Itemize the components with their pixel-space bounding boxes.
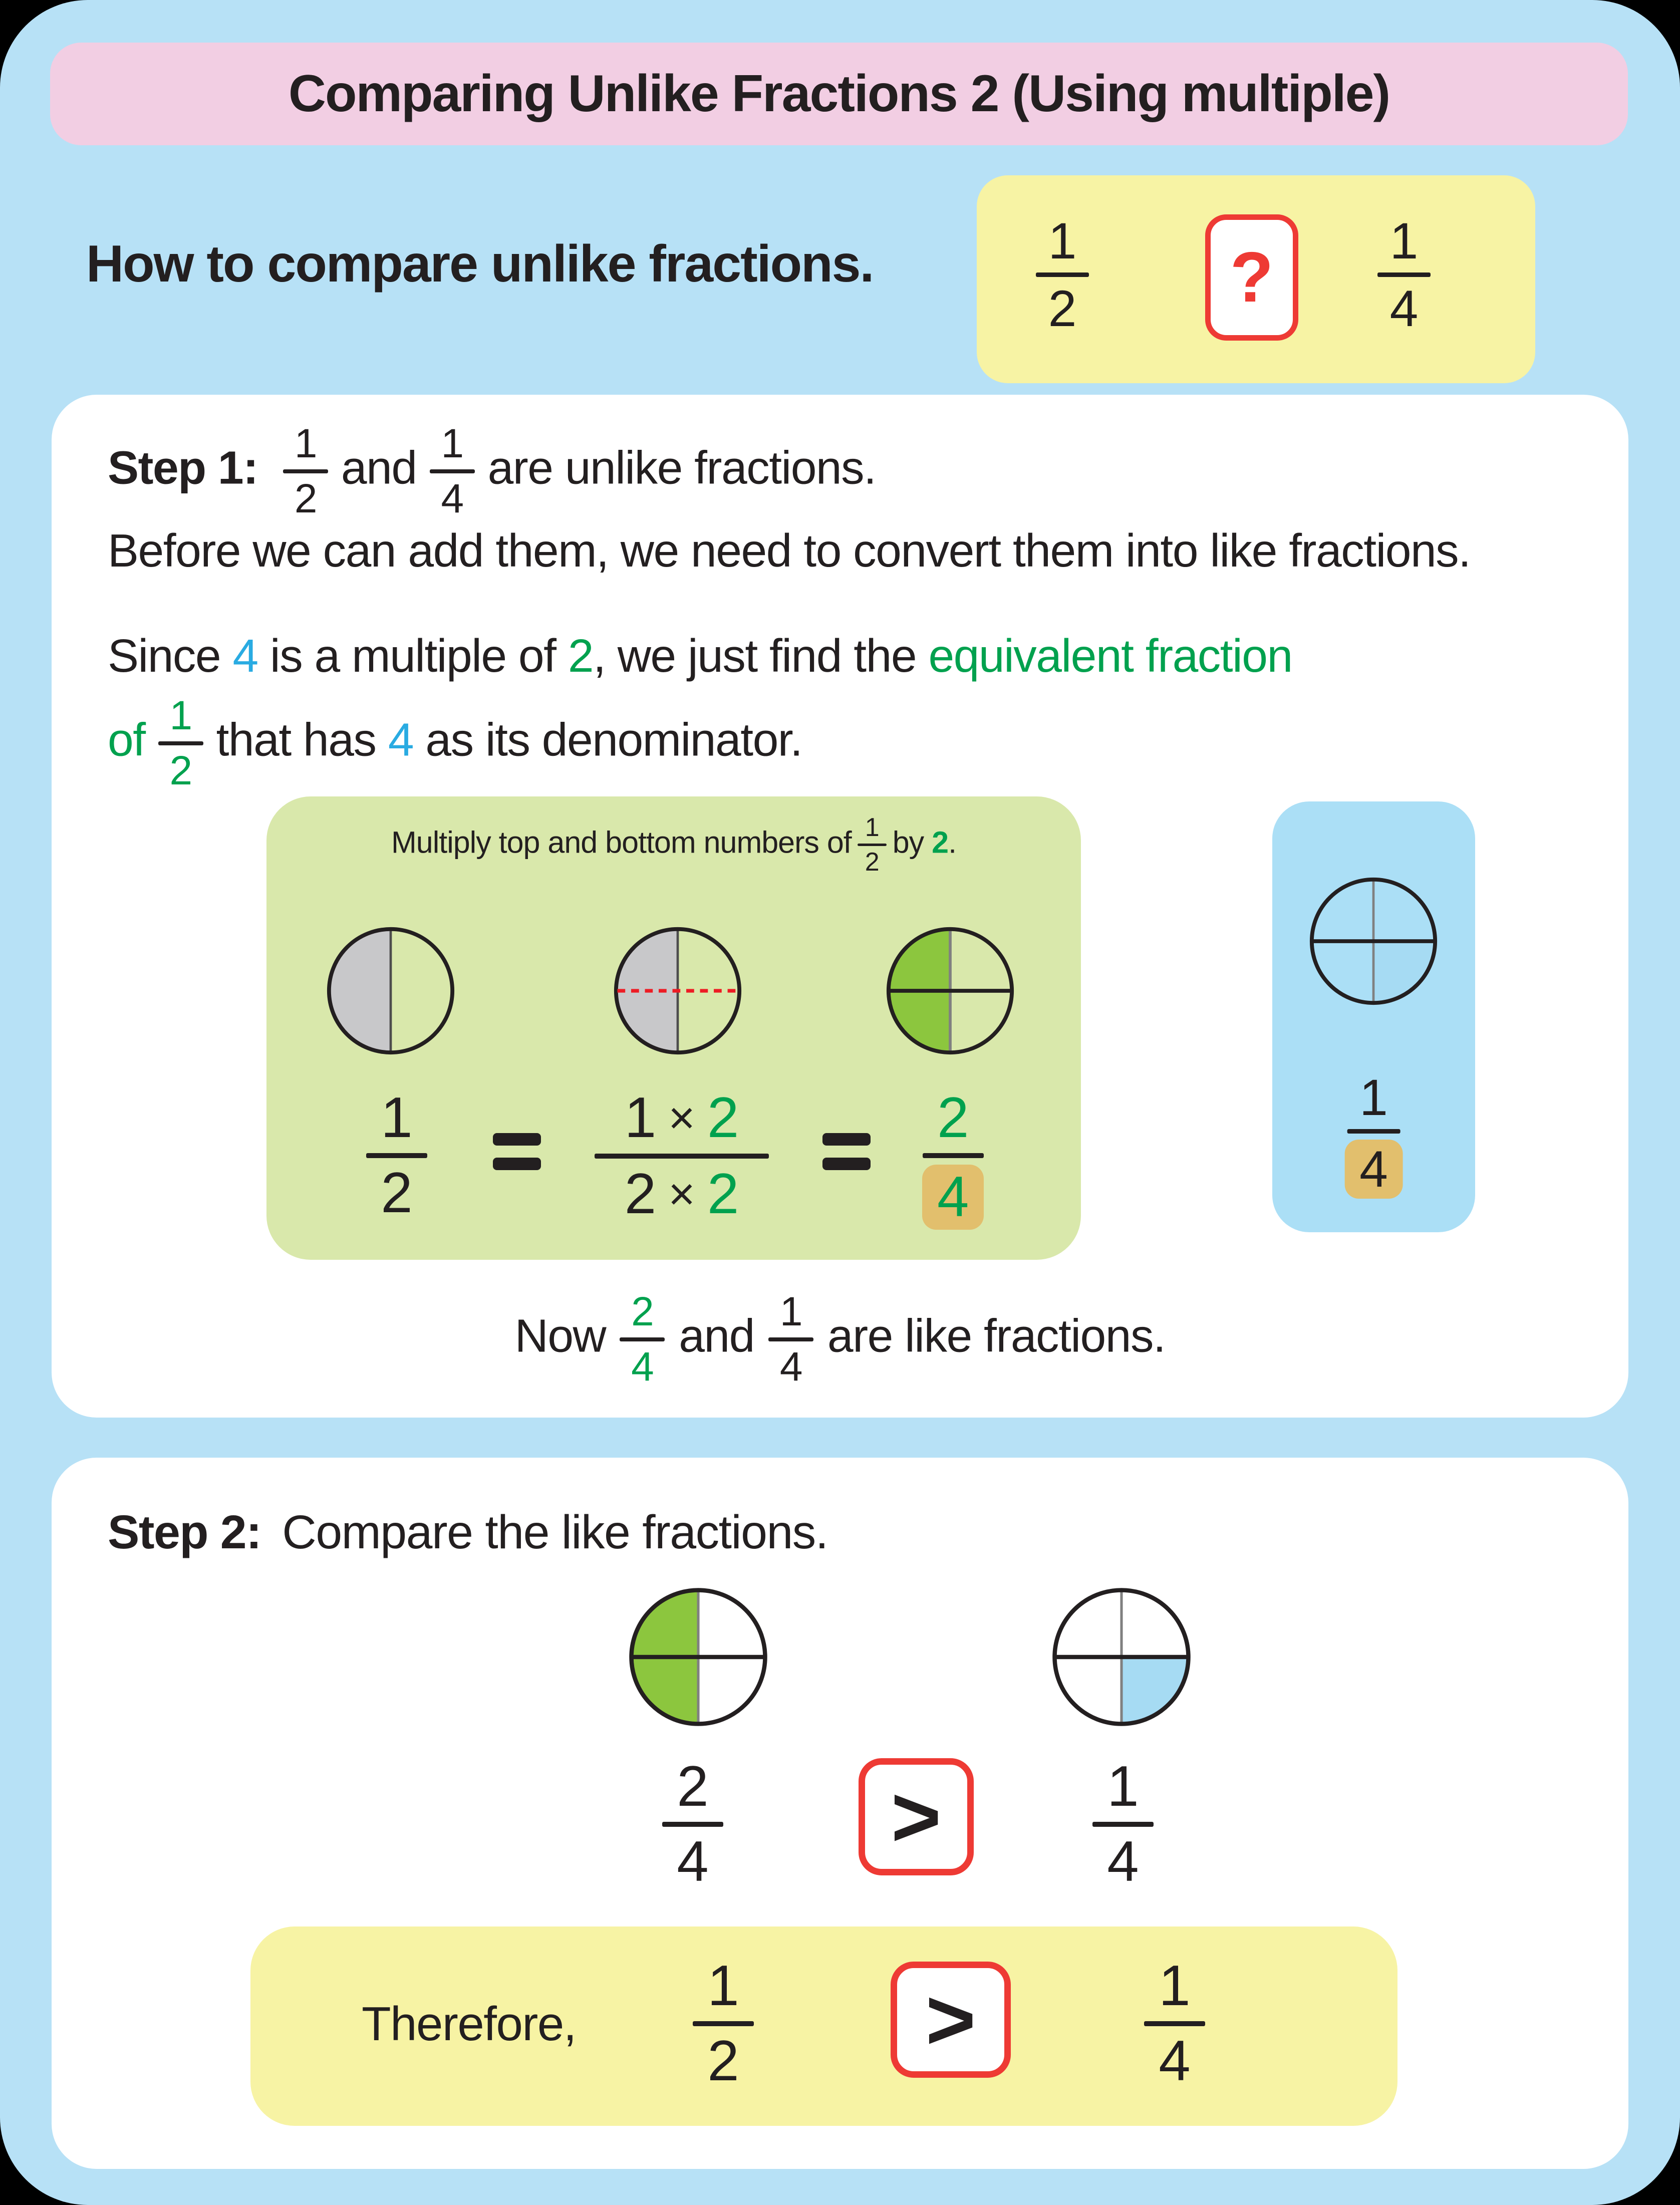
greater-than-sign: > [925,1972,976,2068]
conclusion-box [250,1926,1397,2126]
fraction-circle-two-fourths-green-icon [885,925,1016,1056]
text-segment: and [679,1309,754,1362]
conclusion-greater-than-box [891,1962,1011,2078]
numerator: 1 [865,813,879,842]
numerator: 1 [1359,1069,1388,1126]
of-word: of [108,713,145,766]
and-text: and [341,441,417,494]
numerator: 1 [441,421,463,466]
denominator: 2 [294,476,317,521]
line1-tail: are unlike fractions. [487,441,876,494]
fraction-bar [366,1153,427,1158]
fraction-bar [620,1337,665,1341]
compare-fraction-1-4 [1092,1755,1154,1893]
therefore-text: Therefore, [362,1997,576,2051]
numerator: 1 [1048,212,1077,269]
section-heading: How to compare unlike fractions. [86,235,874,293]
number-2-green: 2 [568,630,594,682]
denominator: 4 [779,1344,802,1390]
fraction-circle-one-half-gray-dashed-icon [612,925,743,1056]
factor-green: 2 [707,1162,739,1226]
fraction-bar [430,469,475,473]
text-segment: is a multiple of [257,630,568,682]
fraction-bar [768,1337,813,1341]
conclusion-fraction-1-4 [1144,1954,1205,2093]
denominator: 4 [677,1830,709,1893]
panel-fraction-1-4 [1344,1069,1403,1199]
fraction-one-fourth [1377,212,1431,337]
denominator: 4 [1359,1141,1388,1198]
step2-title-line [108,1505,828,1560]
denominator: 2 [381,1161,413,1225]
caption-fraction-one-half [858,814,887,875]
fraction-circle-one-half-gray-icon [325,925,456,1056]
fraction-circle-one-fourth-blue-icon [1308,876,1439,1007]
fraction-one-fourth [430,423,475,519]
page-title: Comparing Unlike Fractions 2 (Using multiple) [288,65,1390,123]
conclusion-fraction-1-2 [693,1954,754,2093]
fraction-one-half [1036,212,1089,337]
text-segment: Since [108,630,233,682]
numerator: 2 [631,1289,654,1334]
step1-line2: Before we can add them, we need to convert them into like fractions. [108,524,1471,577]
equation-fraction-1-2 [366,1086,427,1225]
text-segment: are like fractions. [827,1309,1166,1362]
intro-question-card [977,175,1535,383]
step2-title: Compare the like fractions. [282,1506,828,1559]
question-mark-box [1205,214,1298,341]
denominator: 4 [937,1165,969,1229]
denominator: 2 [865,848,879,877]
denominator: 4 [1107,1830,1139,1893]
fraction-bar [283,469,328,473]
fraction-one-half-green [158,695,203,791]
text-segment: that has [216,713,388,766]
fraction-bar [662,1822,723,1827]
factor: 1 [624,1086,657,1150]
fraction-one-half [283,423,328,519]
step1-label: Step 1: [108,441,258,494]
denominator: 2 [169,748,192,793]
tan-highlight [922,1165,984,1230]
equation-fraction-multiplied [595,1086,769,1226]
fraction-one-fourth [768,1291,813,1388]
numerator: 2 [677,1755,709,1818]
denominator: 2 [707,2029,739,2093]
fraction-bar [1036,272,1089,277]
number-4-blue: 4 [388,713,414,766]
fraction-bar [1347,1129,1400,1134]
numerator: 1 [779,1289,802,1334]
numerator: 1 [169,693,192,738]
now-line [52,1291,1628,1388]
multiply-panel [266,796,1081,1260]
fraction-circle-one-fourth-blue-icon [1050,1586,1193,1728]
text-segment: by [892,825,924,860]
fraction-bar [158,741,203,745]
numerator: 1 [294,421,317,466]
step2-card [52,1458,1628,2169]
numerator: 1 [1107,1755,1139,1818]
denominator: 4 [1389,280,1419,337]
multiplier-number: 2 [932,825,949,860]
text-segment: , we just find the [593,630,929,682]
factor: 2 [624,1162,657,1226]
numerator: 1 [1159,1954,1191,2018]
numerator: 1 [1389,212,1419,269]
denominator: 4 [441,476,463,521]
fraction-circle-two-fourths-green-icon [627,1586,769,1728]
step1-line1 [108,423,876,519]
greater-than-sign: > [891,1769,942,1865]
step2-label: Step 2: [108,1506,261,1559]
denominator: 4 [1159,2029,1191,2093]
title-banner [50,43,1628,145]
greater-than-box [859,1758,974,1875]
equation-fraction-2-4 [922,1086,984,1230]
question-mark: ? [1230,237,1274,317]
equals-sign [822,1133,871,1170]
numerator [624,1086,739,1150]
denominator: 2 [1048,280,1077,337]
multiply-caption [266,814,1081,875]
one-fourth-panel [1272,801,1475,1232]
compare-fraction-2-4 [662,1755,723,1893]
step1-card [52,395,1628,1418]
fraction-bar [1092,1822,1154,1827]
number-4-blue: 4 [232,630,258,682]
numerator: 2 [937,1086,969,1150]
equals-sign [493,1133,541,1170]
denominator [624,1162,739,1226]
fraction-bar [595,1154,769,1159]
fraction-bar [1377,272,1431,277]
text-segment: . [948,825,957,860]
step1-line4 [108,695,802,791]
fraction-bar [693,2021,754,2026]
equivalent-fraction-text: equivalent fraction [928,630,1292,682]
factor-green: 2 [707,1086,739,1150]
numerator: 1 [707,1954,739,2018]
numerator: 1 [381,1086,413,1150]
fraction-two-fourths-green [620,1291,665,1388]
step1-line3 [108,629,1292,683]
fraction-bar [858,844,887,846]
times-sign: × [668,1092,695,1144]
times-sign: × [668,1169,695,1220]
fraction-bar [1144,2021,1205,2026]
denominator: 4 [631,1344,654,1390]
fraction-bar [923,1153,984,1158]
tan-highlight [1344,1140,1403,1199]
text-segment: Now [514,1309,606,1362]
text-segment: as its denominator. [413,713,802,766]
text-segment: Multiply top and bottom numbers of [391,825,852,860]
